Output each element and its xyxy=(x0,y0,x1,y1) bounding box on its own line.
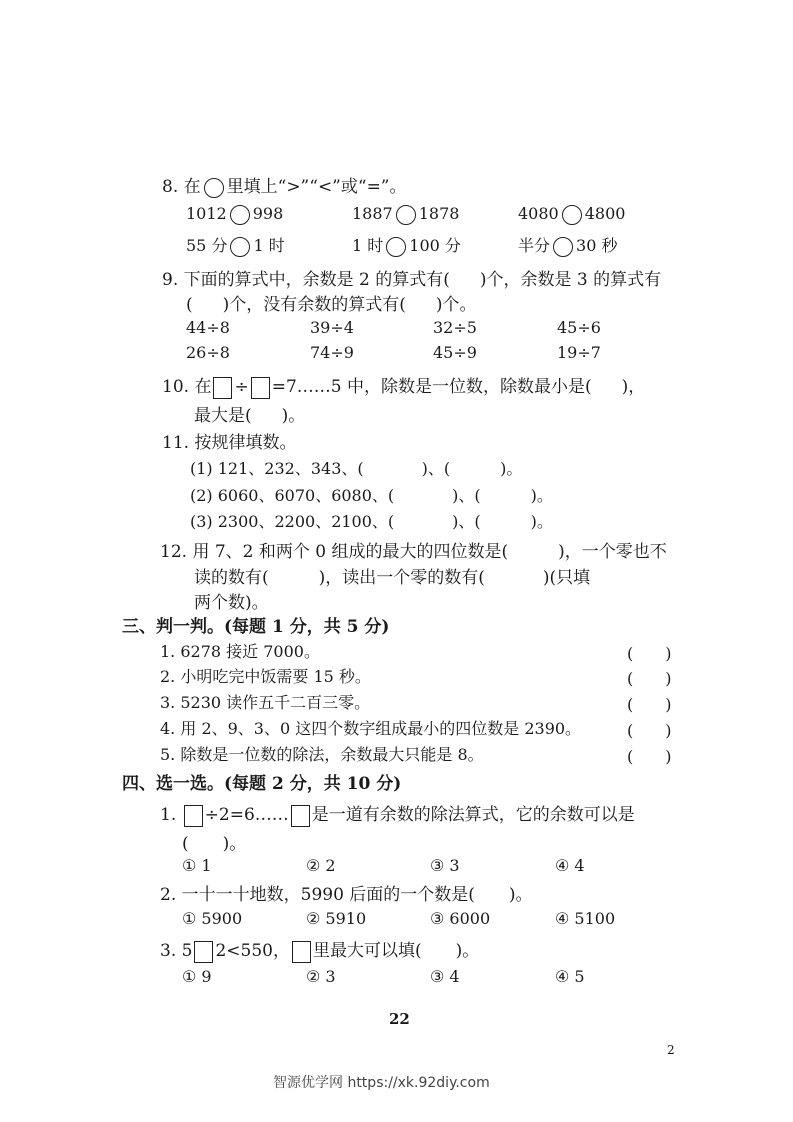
section-3-title: 三、判一判。(每题 1 分，共 5 分) xyxy=(122,617,390,637)
choice-q2-line: 2. 一十一十地数，5990 后面的一个数是( )。 xyxy=(160,885,533,905)
q8-item-5: 1 时 100 分 xyxy=(352,236,461,255)
choice-q2-option-3[interactable]: ③ 6000 xyxy=(430,909,491,928)
judge-item-1: 1. 6278 接近 7000。 xyxy=(160,642,320,661)
choice-q3-option-2[interactable]: ② 3 xyxy=(306,967,336,986)
q9-line-1: 9. 下面的算式中，余数是 2 的算式有( )个，余数是 3 的算式有 xyxy=(162,270,662,290)
dividend-box[interactable] xyxy=(213,377,232,399)
choice-q2-option-4[interactable]: ④ 5100 xyxy=(555,909,616,928)
judge-item-4: 4. 用 2、9、3、0 这四个数字组成最小的四位数是 2390。 xyxy=(160,719,582,738)
compare-circle[interactable] xyxy=(230,205,250,225)
choice-q1-line-1: 1. ÷2=6…… 是一道有余数的除法算式，它的余数可以是 xyxy=(160,805,635,825)
q8-item-3: 4080 4800 xyxy=(518,204,626,223)
compare-circle[interactable] xyxy=(396,205,416,225)
q8-prompt: 8. 在 里填上“>”“<”或“=”。 xyxy=(162,177,407,197)
q11-row-2: (2) 6060、6070、6080、( )、( )。 xyxy=(190,486,553,505)
judge-item-2: 2. 小明吃完中饭需要 15 秒。 xyxy=(160,667,371,686)
q11-row-3: (3) 2300、2200、2100、( )、( )。 xyxy=(190,512,553,531)
q9-expr-4: 45÷6 xyxy=(557,318,601,337)
watermark: 智源优学网 https://xk.92diy.com xyxy=(273,1075,490,1091)
corner-number: 2 xyxy=(667,1043,675,1057)
section-4-title: 四、选一选。(每题 2 分，共 10 分) xyxy=(122,774,402,794)
judge-answer-2[interactable]: ( ) xyxy=(627,669,672,688)
q10-line-1: 10. 在 ÷ =7……5 中，除数是一位数，除数最小是( )， xyxy=(162,377,646,397)
choice-q3-option-3[interactable]: ③ 4 xyxy=(430,967,460,986)
compare-circle[interactable] xyxy=(386,237,406,257)
choice-q2-option-1[interactable]: ① 5900 xyxy=(182,909,243,928)
page-number: 22 xyxy=(389,1010,410,1028)
q9-expr-2: 39÷4 xyxy=(310,318,354,337)
judge-item-5: 5. 除数是一位数的除法，余数最大只能是 8。 xyxy=(160,745,484,764)
judge-answer-5[interactable]: ( ) xyxy=(627,747,672,766)
q12-line-1: 12. 用 7、2 和两个 0 组成的最大的四位数是( )，一个零也不 xyxy=(160,542,667,562)
remainder-box[interactable] xyxy=(291,805,310,827)
compare-circle[interactable] xyxy=(553,237,573,257)
q9-expr-3: 32÷5 xyxy=(433,318,477,337)
choice-q1-option-4[interactable]: ④ 4 xyxy=(555,856,585,875)
q9-expr-7: 45÷9 xyxy=(433,343,477,362)
choice-q1-option-3[interactable]: ③ 3 xyxy=(430,856,460,875)
dividend-box[interactable] xyxy=(184,805,203,827)
compare-circle[interactable] xyxy=(204,178,224,198)
q8-item-1: 1012 998 xyxy=(186,204,284,223)
q8-item-6: 半分 30 秒 xyxy=(518,236,618,255)
choice-q1-option-2[interactable]: ② 2 xyxy=(306,856,336,875)
q8-item-2: 1887 1878 xyxy=(352,204,460,223)
q8-item-4: 55 分 1 时 xyxy=(186,236,285,255)
q10-line-2: 最大是( )。 xyxy=(194,406,306,426)
judge-answer-3[interactable]: ( ) xyxy=(627,695,672,714)
choice-q3-line: 3. 5 2<550， 里最大可以填( )。 xyxy=(160,941,480,961)
q9-expr-8: 19÷7 xyxy=(557,343,601,362)
digit-box[interactable] xyxy=(292,941,311,963)
digit-box[interactable] xyxy=(194,941,213,963)
judge-answer-1[interactable]: ( ) xyxy=(627,644,672,663)
q9-line-2: ( )个，没有余数的算式有( )个。 xyxy=(186,295,477,315)
compare-circle[interactable] xyxy=(230,237,250,257)
choice-q2-option-2[interactable]: ② 5910 xyxy=(306,909,367,928)
q9-expr-1: 44÷8 xyxy=(186,318,230,337)
q11-row-1: (1) 121、232、343、( )、( )。 xyxy=(190,459,523,478)
q12-line-2: 读的数有( )，读出一个零的数有( )(只填 xyxy=(194,568,591,588)
judge-item-3: 3. 5230 读作五千二百三零。 xyxy=(160,693,371,712)
choice-q3-option-4[interactable]: ④ 5 xyxy=(555,967,585,986)
choice-q3-option-1[interactable]: ① 9 xyxy=(182,967,212,986)
divisor-box[interactable] xyxy=(251,377,270,399)
compare-circle[interactable] xyxy=(562,205,582,225)
q12-line-3: 两个数)。 xyxy=(194,593,269,613)
q9-expr-5: 26÷8 xyxy=(186,343,230,362)
choice-q1-line-2: ( )。 xyxy=(182,834,247,854)
judge-answer-4[interactable]: ( ) xyxy=(627,721,672,740)
q9-expr-6: 74÷9 xyxy=(310,343,354,362)
q11-title: 11. 按规律填数。 xyxy=(162,433,297,453)
choice-q1-option-1[interactable]: ① 1 xyxy=(182,856,212,875)
